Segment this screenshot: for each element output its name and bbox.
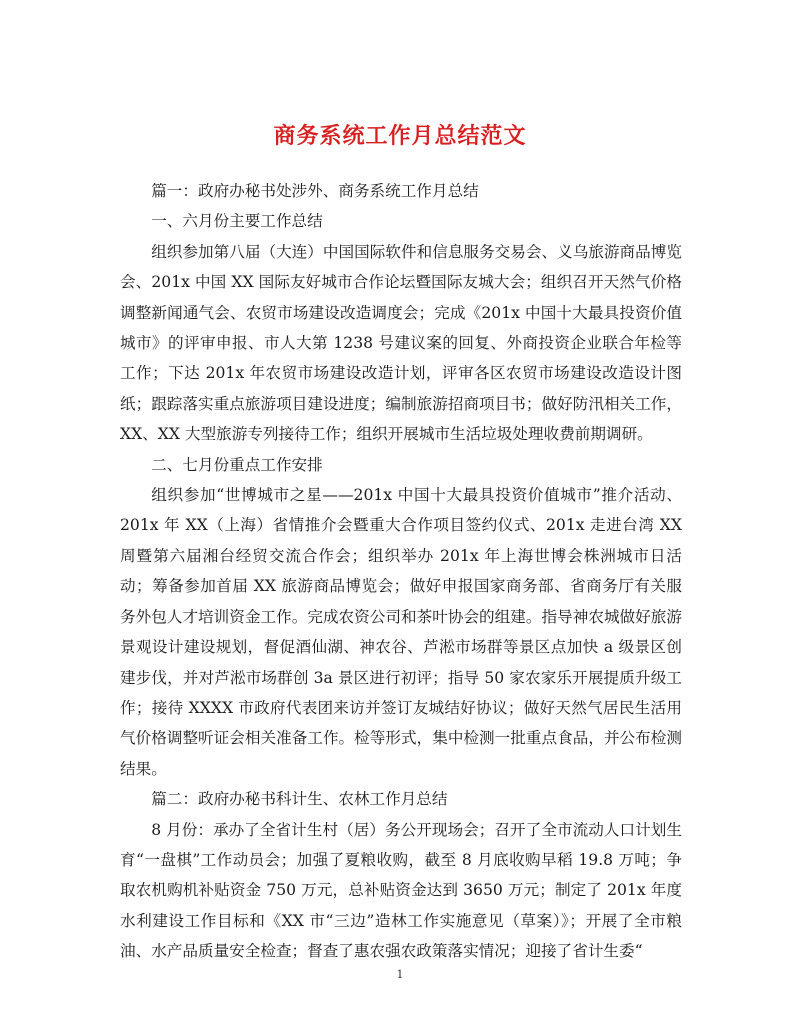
sub-heading-june: 一、六月份主要工作总结 <box>151 212 323 231</box>
document-body <box>120 176 682 967</box>
page-number: 1 <box>396 968 404 981</box>
paragraph-june-summary: 组织参加第八届（大连）中国国际软件和信息服务交易会、义乌旅游商品博览会、201x 中国 XX 国际友好城市合作论坛暨国际友城大会；组织召开天然气价格调整新闻通气会、农贸市场建设改造调度会；完成《201x 中国十大最具投资价值城市》的评审申报、市人大第 1238 号建议案的回复、外商投资企业联合年检等工作；下达 201x 年农贸市场建设改造计划，评审各区农贸市场建设改造设计图纸；跟踪落实重点旅游项目建设进度；编制旅游招商项目书；做好防汛相关工作，XX、XX 大型旅游专列接待工作；组织开展城市生活垃圾处理收费前期调研。 <box>120 242 682 444</box>
paragraph-august: 8 月份：承办了全省计生村（居）务公开现场会；召开了全市流动人口计划生育“一盘棋”工作动员会；加强了夏粮收购，截至 8 月底收购早稻 19.8 万吨；争取农机购机补贴资金 750 万元，总补贴资金达到 3650 万元；制定了 201x 年度水利建设工作目标和《XX 市“三边”造林工作实施意见（草案）》；开展了全市粮油、水产品质量安全检查；督查了惠农强农政策落实情况；迎接了省计生委“ <box>120 820 682 961</box>
section-heading-1: 篇一：政府办秘书处涉外、商务系统工作月总结 <box>151 182 479 200</box>
document-title: 商务系统工作月总结范文 <box>273 122 527 149</box>
sub-heading-july: 二、七月份重点工作安排 <box>151 455 323 474</box>
paragraph-july-plan: 组织参加“世博城市之星——201x 中国十大最具投资价值城市”推介活动、201x 年 XX（上海）省情推介会暨重大合作项目签约仪式、201x 走进台湾 XX 周暨第六届湘台经贸交流合作会；组织举办 201x 年上海世博会株洲城市日活动；筹备参加首届 XX 旅游商品博览会；做好申报国家商务部、省商务厅有关服务外包人才培训资金工作。完成农资公司和茶叶协会的组建。指导神农城做好旅游景观设计建设规划，督促酒仙湖、神农谷、芦淞市场群等景区点加快 a 级景区创建步伐，并对芦淞市场群创 3a 景区进行初评；指导 50 家农家乐开展提质升级工作；接待 XXXX 市政府代表团来访并签订友城结好协议；做好天然气居民生活用气价格调整听证会相关准备工作。检等形式，集中检测一批重点食品，并公布检测结果。 <box>120 486 682 778</box>
section-heading-2: 篇二：政府办秘书科计生、农林工作月总结 <box>151 790 448 809</box>
